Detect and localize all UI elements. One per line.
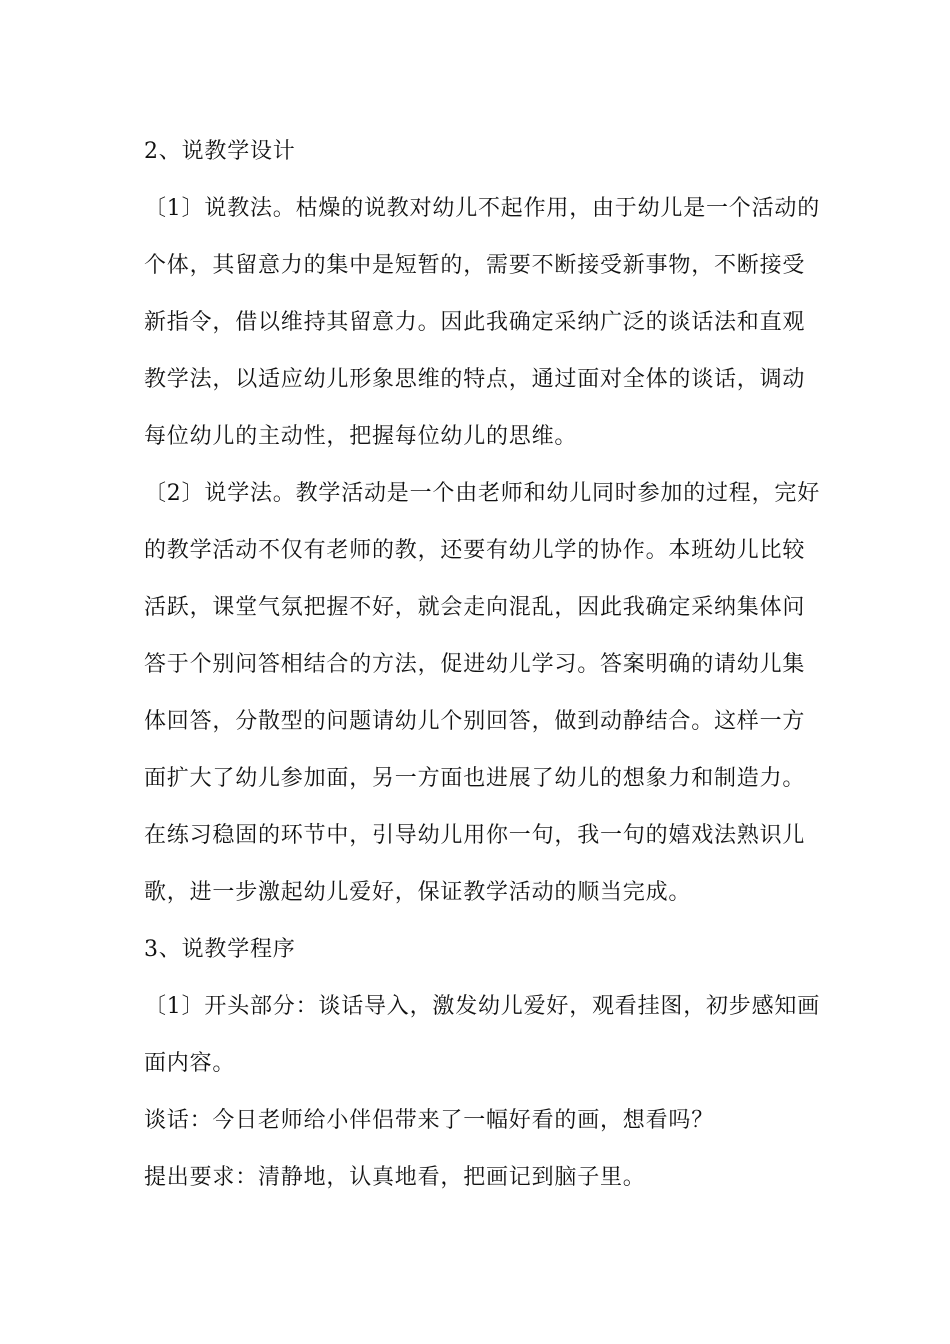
paragraph-line: 谈话：今日老师给小伴侣带来了一幅好看的画，想看吗？: [144, 1108, 715, 1133]
paragraph-line: 活跃，课堂气氛把握不好，就会走向混乱，因此我确定采纳集体问: [144, 595, 806, 620]
paragraph-line: 体回答，分散型的问题请幼儿个别回答，做到动静结合。这样一方: [144, 709, 806, 734]
paragraph-line: 每位幼儿的主动性，把握每位幼儿的思维。: [144, 424, 578, 449]
paragraph-line: 面扩大了幼儿参加面，另一方面也进展了幼儿的想象力和制造力。: [144, 766, 806, 791]
paragraph-line: 教学法，以适应幼儿形象思维的特点，通过面对全体的谈话，调动: [144, 367, 806, 392]
section-heading-teaching-design: 2、说教学设计: [144, 139, 296, 164]
paragraph-line: 新指令，借以维持其留意力。因此我确定采纳广泛的谈话法和直观: [144, 310, 806, 335]
paragraph-line: 〔1〕说教法。枯燥的说教对幼儿不起作用，由于幼儿是一个活动的: [144, 196, 820, 221]
paragraph-line: 面内容。: [144, 1051, 236, 1076]
paragraph-line: 歌，进一步激起幼儿爱好，保证教学活动的顺当完成。: [144, 880, 692, 905]
paragraph-line: 提出要求：清静地，认真地看，把画记到脑子里。: [144, 1165, 646, 1190]
paragraph-line: 个体，其留意力的集中是短暂的，需要不断接受新事物，不断接受: [144, 253, 806, 278]
paragraph-line: 〔1〕开头部分：谈话导入，激发幼儿爱好，观看挂图，初步感知画: [144, 994, 820, 1019]
paragraph-line: 答于个别问答相结合的方法，促进幼儿学习。答案明确的请幼儿集: [144, 652, 806, 677]
section-heading-teaching-procedure: 3、说教学程序: [144, 937, 296, 962]
paragraph-line: 在练习稳固的环节中，引导幼儿用你一句，我一句的嬉戏法熟识儿: [144, 823, 806, 848]
paragraph-line: 的教学活动不仅有老师的教，还要有幼儿学的协作。本班幼儿比较: [144, 538, 806, 563]
paragraph-line: 〔2〕说学法。教学活动是一个由老师和幼儿同时参加的过程，完好: [144, 481, 820, 506]
